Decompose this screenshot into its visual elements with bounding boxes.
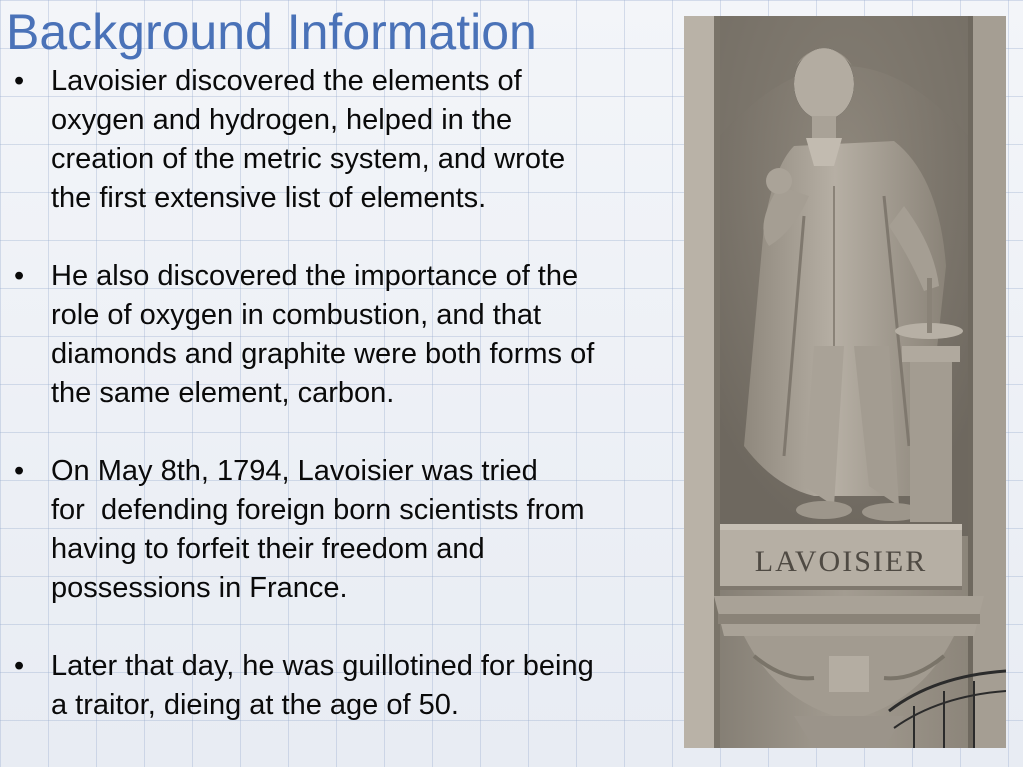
statue-illustration — [684, 16, 1006, 748]
bullet-line: role of oxygen in combustion, and that — [51, 299, 542, 331]
bullet-line: Lavoisier discovered the elements of — [51, 65, 522, 97]
lavoisier-statue-photo — [684, 16, 1006, 748]
bullet-item — [14, 452, 686, 608]
bullet-list — [14, 62, 686, 764]
bullet-dot: • — [14, 65, 25, 97]
statue-inscription: LAVOISIER — [754, 545, 928, 578]
bullet-dot: • — [14, 455, 25, 487]
bullet-item — [14, 647, 686, 725]
bullet-line: creation of the metric system, and wrote — [51, 143, 566, 175]
bullet-line: On May 8th, 1794, Lavoisier was tried — [51, 455, 538, 487]
bullet-line: the first extensive list of elements. — [51, 182, 487, 214]
slide-title: Background Information — [6, 4, 537, 60]
bullet-dot: • — [14, 260, 25, 292]
bullet-item — [14, 257, 686, 413]
bullet-line: Later that day, he was guillotined for being — [51, 650, 594, 682]
bullet-line: a traitor, dieing at the age of 50. — [51, 689, 459, 721]
bullet-dot: • — [14, 650, 25, 682]
bullet-line: He also discovered the importance of the — [51, 260, 579, 292]
bullet-line: diamonds and graphite were both forms of — [51, 338, 595, 370]
bullet-line: for defending foreign born scientists from — [51, 494, 585, 526]
bullet-line: having to forfeit their freedom and — [51, 533, 485, 565]
bullet-line: the same element, carbon. — [51, 377, 395, 409]
bullet-item — [14, 62, 686, 218]
bullet-line: possessions in France. — [51, 572, 348, 604]
bullet-line: oxygen and hydrogen, helped in the — [51, 104, 513, 136]
